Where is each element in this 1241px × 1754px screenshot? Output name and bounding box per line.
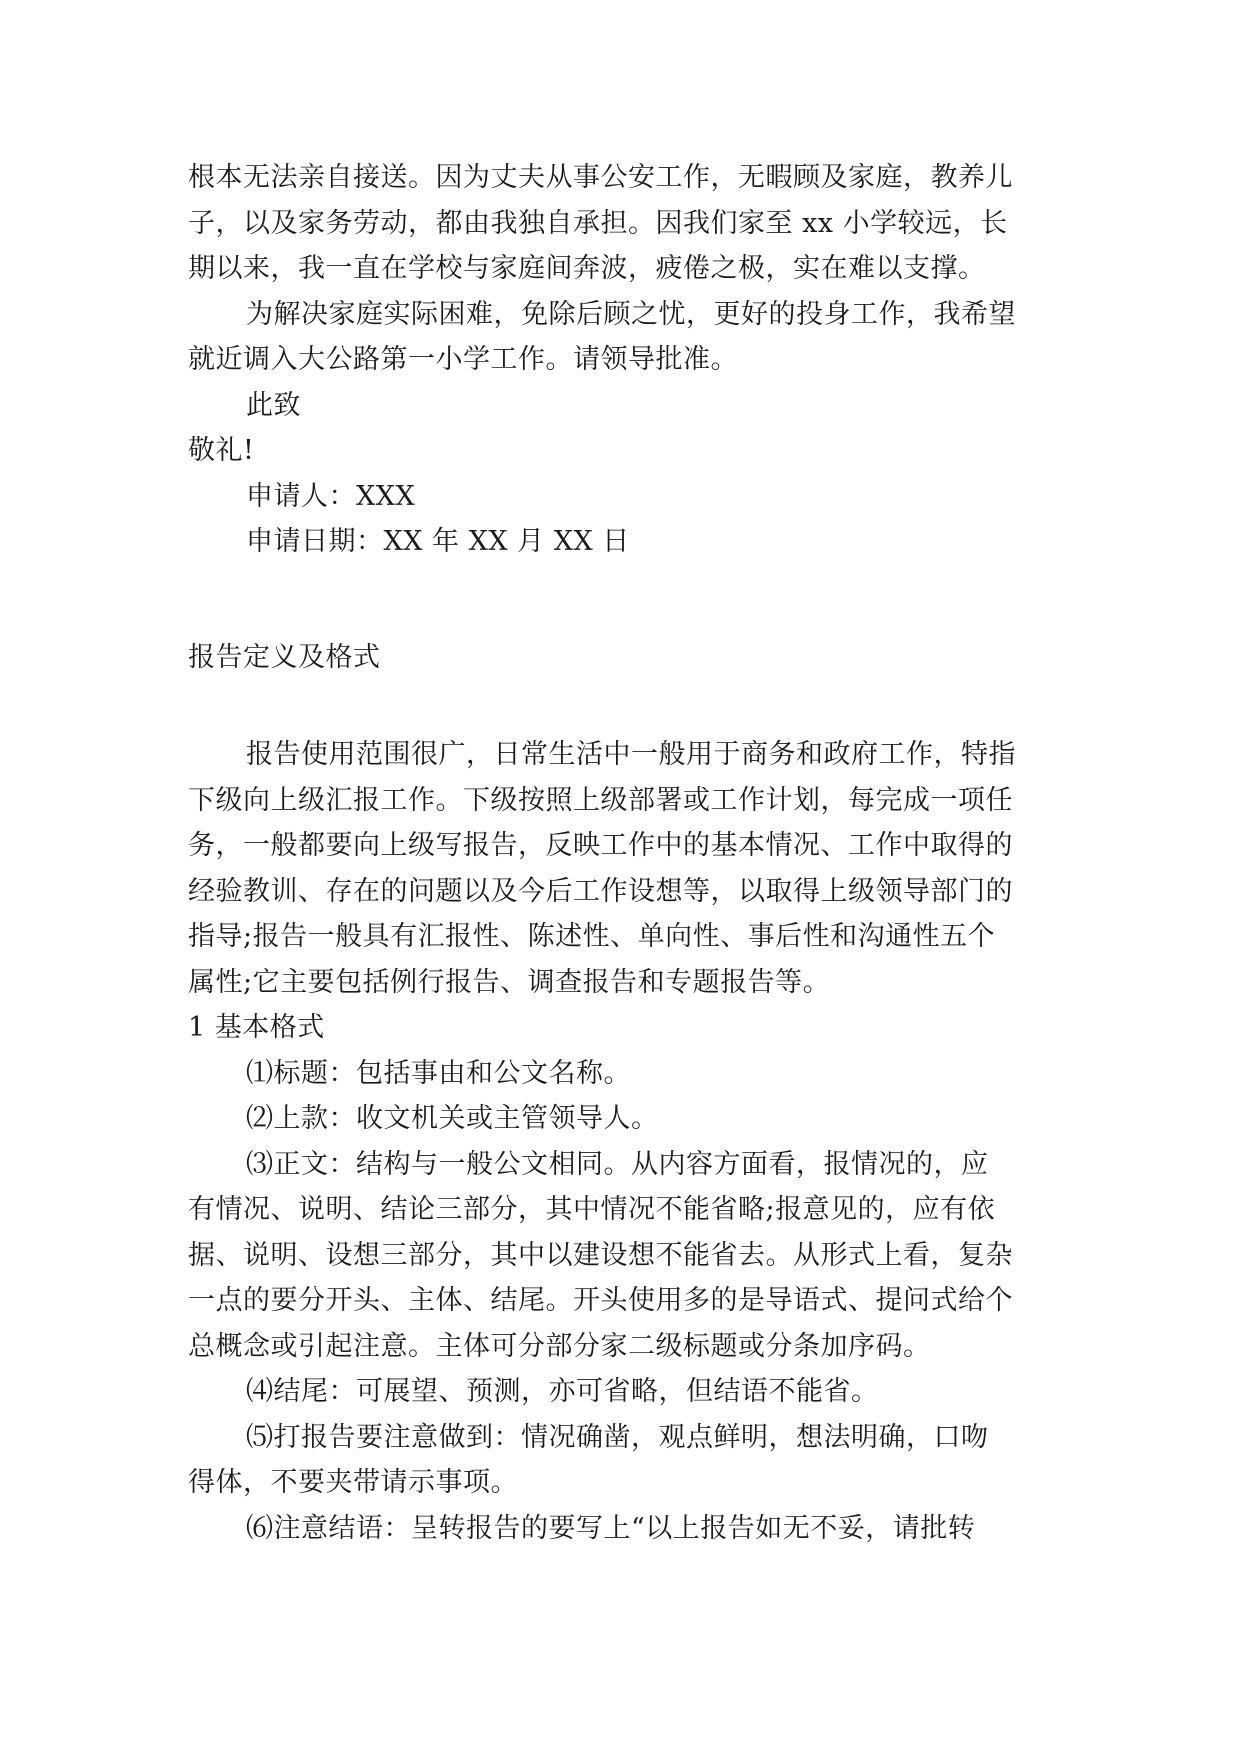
text-line: 就近调入大公路第一小学工作。请领导批准。 xyxy=(188,344,738,375)
document-page xyxy=(188,155,1068,1551)
applicant-line: 申请人：XXX xyxy=(246,480,416,512)
paragraph-request xyxy=(188,292,1068,383)
format-item-2 xyxy=(188,1096,1068,1142)
text-line: 一点的要分开头、主体、结尾。开头使用多的是导语式、提问式给个 xyxy=(188,1285,1013,1316)
text-line: 指导;报告一般具有汇报性、陈述性、单向性、事后性和沟通性五个 xyxy=(188,921,996,952)
text-line: 得体，不要夹带请示事项。 xyxy=(188,1467,518,1498)
closing-block xyxy=(188,383,1068,565)
text-line: ⑸打报告要注意做到：情况确凿，观点鲜明，想法明确，口吻 xyxy=(246,1421,989,1453)
text-line: 下级向上级汇报工作。下级按照上级部署或工作计划，每完成一项任 xyxy=(188,784,1013,816)
text-line: 子，以及家务劳动，都由我独自承担。因我们家至 xx 小学较远，长 xyxy=(188,207,1008,239)
text-line: 属性;它主要包括例行报告、调查报告和专题报告等。 xyxy=(188,966,831,998)
text-line: 据、说明、设想三部分，其中以建设想不能省去。从形式上看，复杂 xyxy=(188,1239,1013,1271)
closing-cizhi: 此致 xyxy=(246,389,301,421)
application-date: 申请日期：XX 年 XX 月 XX 日 xyxy=(246,526,630,557)
paragraph-intro xyxy=(188,732,1068,1005)
format-item-3 xyxy=(188,1142,1068,1370)
report-title: 报告定义及格式 xyxy=(188,641,381,673)
text-line: 根本无法亲自接送。因为丈夫从事公安工作，无暇顾及家庭，教养儿 xyxy=(188,162,1013,193)
spacer xyxy=(188,680,1068,732)
text-line: 有情况、说明、结论三部分，其中情况不能省略;报意见的，应有依 xyxy=(188,1194,996,1225)
text-line: ⑷结尾：可展望、预测，亦可省略，但结语不能省。 xyxy=(246,1376,879,1407)
text-line: 报告使用范围很广，日常生活中一般用于商务和政府工作，特指 xyxy=(246,739,1016,770)
paragraph-continuation xyxy=(188,155,1068,292)
text-line: ⑹注意结语：呈转报告的要写上“以上报告如无不妥，请批转 xyxy=(246,1512,976,1544)
text-line: ⑴标题：包括事由和公文名称。 xyxy=(246,1057,631,1089)
format-item-4 xyxy=(188,1369,1068,1415)
text-line: ⑵上款：收文机关或主管领导人。 xyxy=(246,1103,659,1134)
format-item-6 xyxy=(188,1506,1068,1552)
format-item-1 xyxy=(188,1051,1068,1097)
format-item-5 xyxy=(188,1415,1068,1506)
text-line: 经验教训、存在的问题以及今后工作设想等，以取得上级领导部门的 xyxy=(188,875,1013,907)
closing-jingli: 敬礼! xyxy=(188,435,255,466)
text-line: 总概念或引起注意。主体可分部分家二级标题或分条加序码。 xyxy=(188,1330,931,1362)
text-line: 务，一般都要向上级写报告，反映工作中的基本情况、工作中取得的 xyxy=(188,830,1013,861)
section-heading: 1 基本格式 xyxy=(188,1012,325,1043)
spacer xyxy=(188,565,1068,635)
text-line: ⑶正文：结构与一般公文相同。从内容方面看，报情况的，应 xyxy=(246,1148,989,1180)
text-line: 为解决家庭实际困难，免除后顾之忧，更好的投身工作，我希望 xyxy=(246,298,1016,330)
text-line: 期以来，我一直在学校与家庭间奔波，疲倦之极，实在难以支撑。 xyxy=(188,253,986,284)
